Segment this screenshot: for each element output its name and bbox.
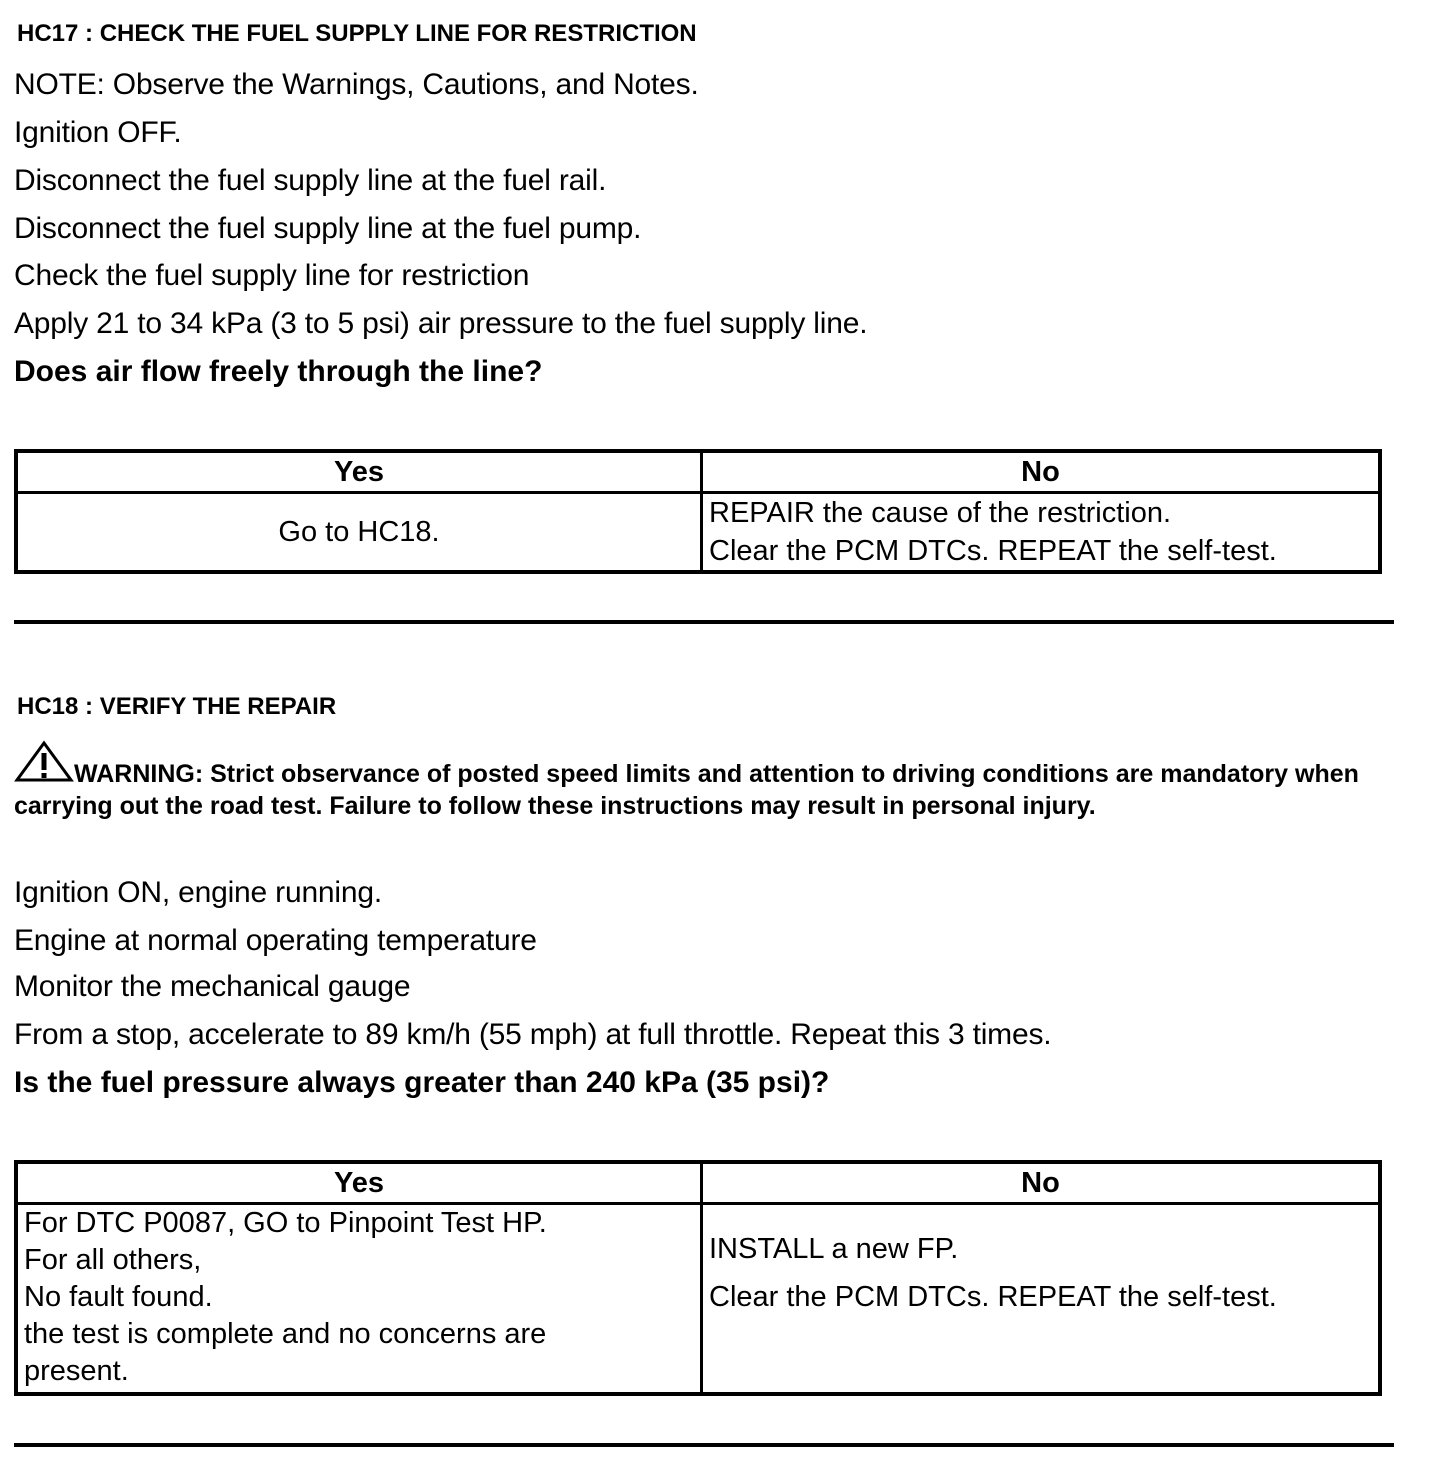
yes-line: present. (24, 1355, 129, 1387)
yes-line: the test is complete and no concerns are (24, 1318, 547, 1350)
hc17-step: Apply 21 to 34 kPa (3 to 5 psi) air pressure to the fuel supply line. (14, 307, 868, 340)
hc17-question: Does air flow freely through the line? (14, 355, 543, 388)
hc17-step: Disconnect the fuel supply line at the fuel rail. (14, 164, 607, 197)
hc18-step: Engine at normal operating temperature (14, 924, 537, 957)
yes-line: For DTC P0087, GO to Pinpoint Test HP. (24, 1207, 547, 1239)
yes-header: Yes (16, 451, 702, 493)
yes-line: For all others, (24, 1244, 202, 1276)
hc17-step-note: NOTE: Observe the Warnings, Cautions, and Notes. (14, 68, 699, 101)
hc17-step: Ignition OFF. (14, 116, 182, 149)
warning-label: WARNING (74, 760, 195, 788)
yes-header: Yes (16, 1162, 702, 1204)
hc18-step: Ignition ON, engine running. (14, 876, 382, 909)
warning-triangle-icon (14, 740, 74, 784)
section-divider (14, 620, 1394, 624)
no-line: Clear the PCM DTCs. REPEAT the self-test. (709, 535, 1277, 567)
no-header: No (702, 451, 1381, 493)
no-cell (702, 1204, 1381, 1395)
yes-cell (16, 493, 702, 573)
yes-line: No fault found. (24, 1281, 213, 1313)
no-line: REPAIR the cause of the restriction. (709, 497, 1172, 529)
no-line: INSTALL a new FP. (709, 1233, 959, 1265)
no-line: Clear the PCM DTCs. REPEAT the self-test. (709, 1281, 1277, 1313)
section-divider (14, 1443, 1394, 1447)
hc18-result-table (14, 1160, 1382, 1396)
warning-block (14, 740, 1394, 822)
yes-cell (16, 1204, 702, 1395)
hc17-result-table (14, 449, 1382, 574)
hc18-step: Monitor the mechanical gauge (14, 970, 411, 1003)
hc17-title: HC17 : CHECK THE FUEL SUPPLY LINE FOR RESTRICTION (17, 20, 697, 47)
hc18-question: Is the fuel pressure always greater than 240 kPa (35 psi)? (14, 1066, 830, 1099)
yes-line: Go to HC18. (278, 515, 440, 548)
no-cell (702, 493, 1381, 573)
hc18-step: From a stop, accelerate to 89 km/h (55 mph) at full throttle. Repeat this 3 times. (14, 1018, 1052, 1051)
warning-text: : Strict observance of posted speed limits and attention to driving conditions are mandatory when carrying out the road test. Failure to follow these instructions may result in personal injury. (14, 760, 1359, 820)
hc17-step: Check the fuel supply line for restriction (14, 259, 530, 292)
hc18-title: HC18 : VERIFY THE REPAIR (17, 693, 337, 720)
no-header: No (702, 1162, 1381, 1204)
hc17-step: Disconnect the fuel supply line at the fuel pump. (14, 212, 642, 245)
